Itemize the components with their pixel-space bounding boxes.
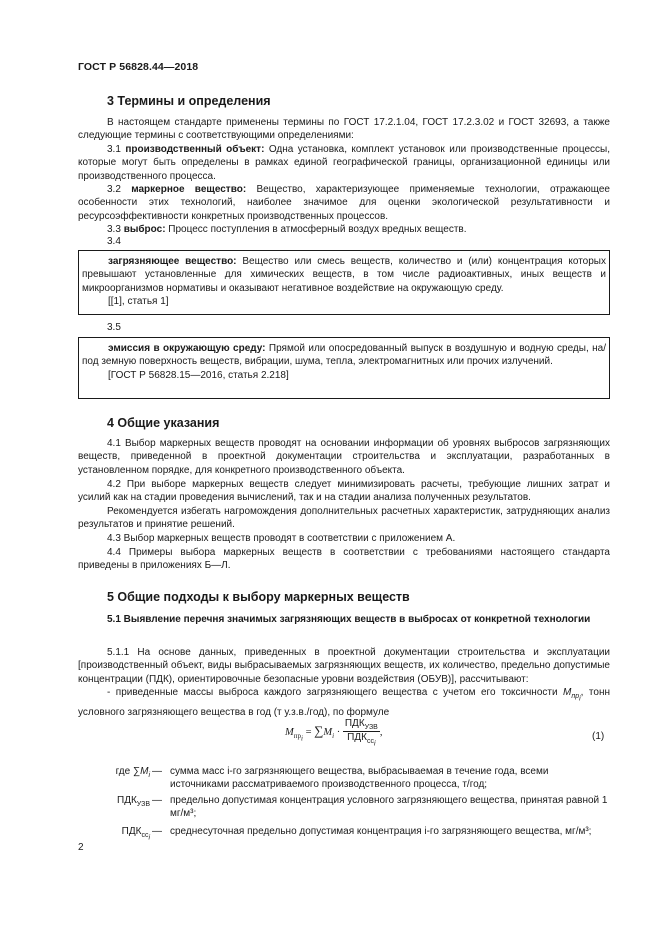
equals-sign: = xyxy=(305,727,312,739)
pdk-label: ПДК xyxy=(347,732,367,743)
pdk-label: ПДК xyxy=(344,718,365,729)
term-definition: Прямой или опосредованный выпуск в воздушную и водную среды, на/под земную поверхность веществ, вибрации, шума, тепла, электромагнитных или прочих излучений. xyxy=(82,343,606,368)
subscript: сс xyxy=(366,738,374,745)
term-3-2 xyxy=(78,183,610,223)
definition-text: предельно допустимая концентрация условного загрязняющего вещества, принятая равной 1 мг/м³; xyxy=(170,794,608,820)
term-definition: Одна установка, комплект установок или производственные процессы, которые могут быть определены в рамках единой географической границы, организационной единицы или производственного процесса. xyxy=(78,144,610,182)
text-fragment: , тонн условного загрязняющего вещества в год (т у.з.в./год), по формуле xyxy=(78,687,610,718)
pdk-label: ПДК xyxy=(121,825,142,837)
symbol-m-pr-i xyxy=(563,687,581,703)
subscript: i xyxy=(579,695,581,703)
definition-term xyxy=(78,794,150,811)
term-definition: Процесс поступления в атмосферный воздух вредных веществ. xyxy=(165,224,467,235)
symbol: M xyxy=(563,687,572,698)
subscript: УЗВ xyxy=(364,724,378,731)
term-3-5-box xyxy=(78,337,610,399)
subscript: пр xyxy=(571,693,580,700)
term-3-1 xyxy=(78,143,610,183)
term-name: производственный объект: xyxy=(125,144,265,155)
standard-header: ГОСТ Р 56828.44—2018 xyxy=(78,61,199,73)
dash: — xyxy=(152,766,162,777)
subscript: УЗВ xyxy=(136,800,150,808)
term-name: эмиссия в окружающую среду: xyxy=(108,343,266,354)
definition-text: сумма масс i-го загрязняющего вещества, выбрасываемая в течение года, всеми источниками рассматриваемого производственного процесса, т/год; xyxy=(170,766,549,791)
numerator xyxy=(343,718,380,732)
subscript: сс xyxy=(141,831,149,839)
definition-text: среднесуточная предельно допустимая концентрация i-го загрязняющего вещества, мг/м³; xyxy=(170,825,592,837)
term-definition: Вещество или смесь веществ, количество и (или) концентрация которых превышают установленные для химических веществ, в том числе радиоактивных, иных веществ и микроорганизмов нормативы и оказывают негативное воздействие на окружающую среду. xyxy=(82,256,606,294)
section-4-title: 4 Общие указания xyxy=(107,416,220,430)
term-definition: Вещество, характеризующее применяемые технологии, отражающее особенности этих технологий, наиболее значимое для оценки экологической результативности и ресурсоэффективности конкретных производственных процессов. xyxy=(78,184,610,222)
section-3-title: 3 Термины и определения xyxy=(107,94,271,108)
formula-subscript: i xyxy=(332,732,335,741)
definition-row xyxy=(78,825,610,842)
para-4-1: 4.1 Выбор маркерных веществ проводят на основании информации об уровнях выбросов загрязняющих веществ, приведенной в проектной документации строительства и эксплуатации, разработанных в установленном порядке, для конкретного производственного объекта. xyxy=(78,438,610,476)
subsection-5-1-title: 5.1 Выявление перечня значимых загрязняющих веществ в выбросах от конкретной технологии xyxy=(107,614,591,625)
sum-sign: ∑ xyxy=(314,723,324,739)
page-number: 2 xyxy=(78,842,84,853)
para-5-1-1: 5.1.1 На основе данных, приведенных в проектной документации строительства и эксплуатации [производственный объект, виды выбрасываемых загрязняющих веществ, их количество, предельно допустимые концентрации (ПДК), ориентировочные безопасные уровни воздействия (ОБУВ)], рассчитывают: xyxy=(78,647,610,685)
term-number: 3.3 xyxy=(107,224,121,235)
fraction xyxy=(343,718,380,747)
text-fragment: - приведенные массы выброса каждого загрязняющего вещества с учетом его токсичности xyxy=(107,687,564,698)
multiply-dot: · xyxy=(336,727,341,739)
term-3-4-number: 3.4 xyxy=(107,236,121,247)
dash: — xyxy=(152,825,162,837)
formula-subscript: пр xyxy=(293,732,301,741)
term-3-5-number: 3.5 xyxy=(107,322,121,333)
formula-definitions xyxy=(78,765,610,842)
formula-1 xyxy=(285,718,382,747)
para-4-2-recommendation: Рекомендуется избегать нагромождения дополнительных расчетных характеристик, затрудняющих анализ результатов и принятие решений. xyxy=(78,506,610,531)
term-3-3 xyxy=(78,223,610,236)
subscript: i xyxy=(148,834,150,842)
dash: — xyxy=(152,794,162,806)
term-reference: [ГОСТ Р 56828.15—2016, статья 2.218] xyxy=(108,369,289,381)
term-name: маркерное вещество: xyxy=(131,184,247,195)
section-3-intro: В настоящем стандарте применены термины по ГОСТ 17.2.1.04, ГОСТ 17.2.3.02 и ГОСТ 32693, а также следующие термины с соответствующими определениями: xyxy=(78,117,610,142)
para-4-2: 4.2 При выборе маркерных веществ следует минимизировать расчеты, требующие лишних затрат и усилий как на стадии проведения вычислений, так и на стадии анализа полученных результатов. xyxy=(78,479,610,504)
para-reduced-mass xyxy=(78,686,610,719)
term-reference: [[1], статья 1] xyxy=(108,296,169,308)
term-number: 3.1 xyxy=(107,144,121,155)
formula-symbol: M xyxy=(323,727,333,739)
term-name: загрязняющее вещество: xyxy=(108,256,237,267)
where-label: где xyxy=(115,766,131,777)
definition-row xyxy=(78,794,610,821)
term-number: 3.2 xyxy=(107,184,121,195)
subscript: i xyxy=(148,772,150,779)
definition-term xyxy=(78,765,150,782)
subscript: i xyxy=(373,740,376,748)
formula-subscript: i xyxy=(301,734,303,743)
pdk-label: ПДК xyxy=(117,794,137,806)
formula-comma: , xyxy=(379,727,383,739)
para-4-3: 4.3 Выбор маркерных веществ проводят в соответствии с приложением А. xyxy=(107,533,456,544)
term-3-4-box xyxy=(78,250,610,315)
formula-symbol: M xyxy=(285,727,294,739)
definition-row xyxy=(78,765,610,792)
para-4-4: 4.4 Примеры выбора маркерных веществ в соответствии с требованиями настоящего стандарта приведены в приложениях Б—Л. xyxy=(78,547,610,572)
definition-term xyxy=(78,825,150,845)
symbol: M xyxy=(140,766,149,777)
denominator xyxy=(343,732,380,747)
formula-number: (1) xyxy=(592,731,605,742)
section-5-title: 5 Общие подходы к выбору маркерных веществ xyxy=(107,590,410,604)
term-name: выброс: xyxy=(123,224,166,235)
sum-sign: ∑ xyxy=(132,766,141,777)
